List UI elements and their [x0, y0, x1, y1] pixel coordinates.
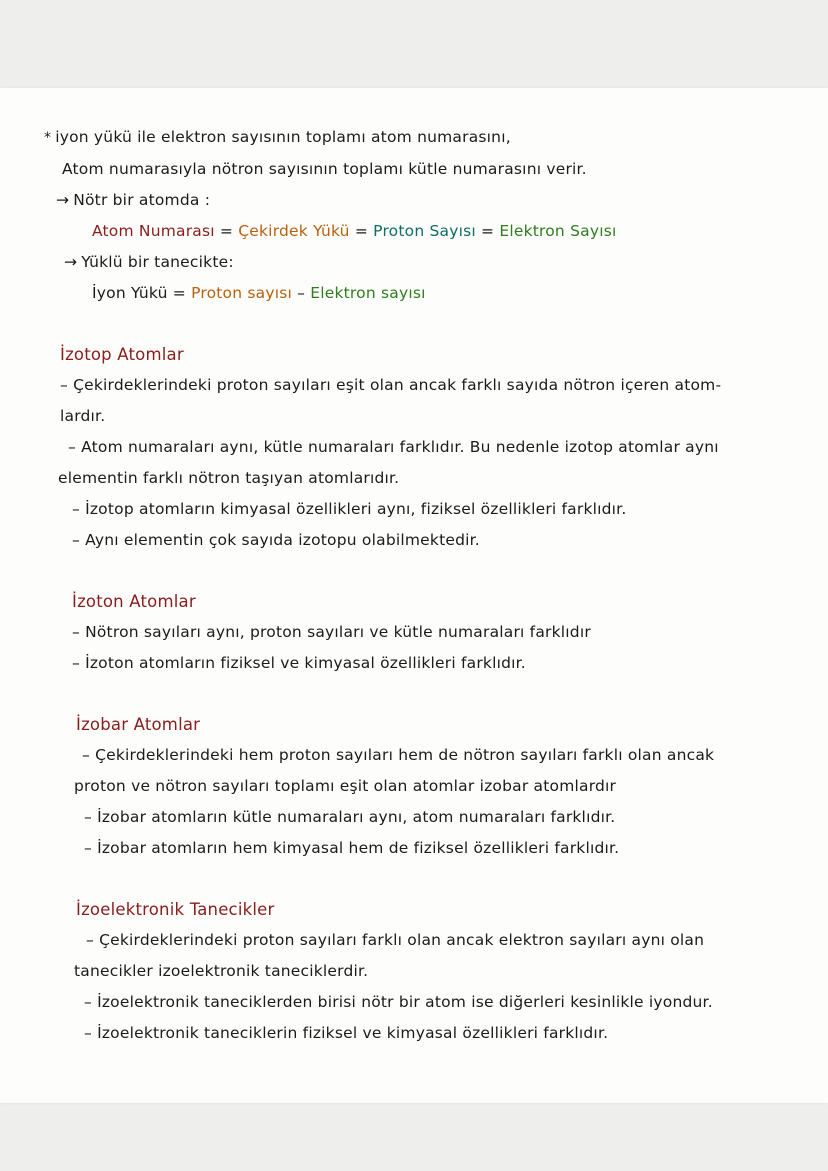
intro-line-1: * iyon yükü ile elektron sayısının toplamı atom numarasını,	[44, 128, 511, 146]
charged-particle-label: → Yüklü bir tanecikte:	[64, 253, 234, 271]
arrow-icon: →	[64, 253, 78, 271]
star-bullet-icon: *	[44, 130, 52, 146]
izoelektronik-line-3: – İzoelektronik taneciklerden birisi nötr bir atom ise diğerleri kesinlikle iyondur.	[84, 993, 713, 1011]
izotop-line-1: – Çekirdeklerindeki proton sayıları eşit olan ancak farklı sayıda nötron içeren atom-	[60, 376, 722, 394]
izoelektronik-heading: İzoelektronik Tanecikler	[76, 900, 275, 919]
atom-number-term: Atom Numarası	[92, 222, 215, 240]
izoton-line-1: – Nötron sayıları aynı, proton sayıları ve kütle numaraları farklıdır	[72, 623, 591, 641]
izotop-line-2: lardır.	[60, 407, 106, 425]
electron-count-term: Elektron Sayısı	[499, 222, 617, 240]
electron-count-term: Elektron sayısı	[310, 284, 426, 302]
neutral-atom-label: → Nötr bir atomda :	[56, 191, 211, 209]
proton-count-term: Proton sayısı	[191, 284, 293, 302]
izotop-line-6: – Aynı elementin çok sayıda izotopu olabilmektedir.	[72, 531, 480, 549]
izobar-line-1: – Çekirdeklerindeki hem proton sayıları hem de nötron sayıları farklı olan ancak	[82, 746, 715, 764]
izoelektronik-line-1: – Çekirdeklerindeki proton sayıları farklı olan ancak elektron sayıları aynı olan	[86, 931, 705, 949]
nucleus-charge-term: Çekirdek Yükü	[238, 222, 350, 240]
izobar-line-2: proton ve nötron sayıları toplamı eşit olan atomlar izobar atomlardır	[74, 777, 617, 795]
izotop-line-5: – İzotop atomların kimyasal özellikleri aynı, fiziksel özellikleri farklıdır.	[72, 500, 627, 518]
proton-count-term: Proton Sayısı	[373, 222, 476, 240]
neutral-atom-formula: Atom Numarası = Çekirdek Yükü = Proton Sayısı = Elektron Sayısı	[92, 222, 617, 240]
izotop-line-3: – Atom numaraları aynı, kütle numaraları farklıdır. Bu nedenle izotop atomlar aynı	[68, 438, 719, 456]
izoton-line-2: – İzoton atomların fiziksel ve kimyasal özellikleri farklıdır.	[72, 654, 526, 672]
izoelektronik-line-4: – İzoelektronik taneciklerin fiziksel ve kimyasal özellikleri farklıdır.	[84, 1024, 609, 1042]
izobar-line-4: – İzobar atomların hem kimyasal hem de fiziksel özellikleri farklıdır.	[84, 839, 620, 857]
izoelektronik-line-2: tanecikler izoelektronik taneciklerdir.	[74, 962, 369, 980]
arrow-icon: →	[56, 191, 70, 209]
izotop-line-4: elementin farklı nötron taşıyan atomlarıdır.	[58, 469, 400, 487]
izotop-heading: İzotop Atomlar	[60, 345, 184, 364]
izobar-line-3: – İzobar atomların kütle numaraları aynı, atom numaraları farklıdır.	[84, 808, 616, 826]
izoton-heading: İzoton Atomlar	[72, 592, 196, 611]
intro-line-2: Atom numarasıyla nötron sayısının toplamı kütle numarasını verir.	[62, 160, 587, 178]
charged-particle-formula: İyon Yükü = Proton sayısı – Elektron sayısı	[92, 284, 426, 302]
ion-charge-term: İyon Yükü	[92, 284, 168, 302]
izobar-heading: İzobar Atomlar	[76, 715, 201, 734]
